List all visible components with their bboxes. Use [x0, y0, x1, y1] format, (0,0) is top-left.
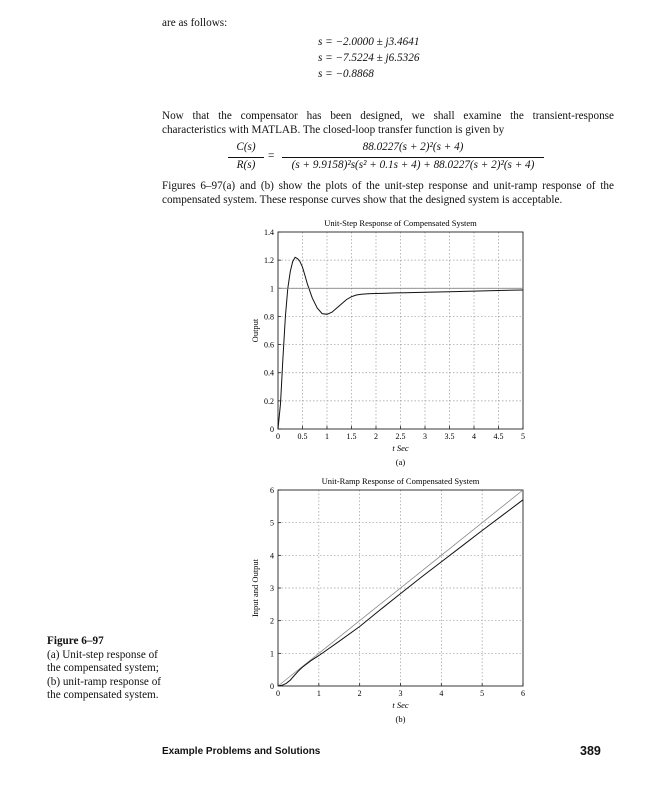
- tf-equals: =: [268, 150, 275, 162]
- series-line-step-response: [278, 257, 523, 429]
- intro-text: are as follows:: [162, 17, 228, 29]
- x-tick-label: 3.5: [444, 432, 455, 441]
- x-axis-label: t Sec: [392, 700, 409, 710]
- y-tick-label: 2: [270, 616, 274, 626]
- x-tick-label: 0.5: [297, 432, 308, 441]
- x-axis-label: t Sec: [392, 443, 409, 453]
- x-tick-label: 5: [521, 432, 525, 441]
- y-tick-label: 1.4: [264, 228, 274, 237]
- y-tick-label: 1: [270, 649, 274, 659]
- footer-title: Example Problems and Solutions: [162, 746, 321, 757]
- paragraph-figures: Figures 6–97(a) and (b) show the plots of the unit-step response and unit-ramp response of the compensated system. These response curves show that the designed system is acceptable.: [162, 180, 614, 206]
- x-tick-label: 4: [439, 689, 444, 698]
- y-tick-label: 1.2: [264, 256, 274, 266]
- pole-3: s = −0.8868: [318, 68, 374, 80]
- y-axis-label: Input and Output: [250, 558, 260, 618]
- figure-caption-text: (a) Unit-step response of the compensated system; (b) unit-ramp response of the compensated system.: [47, 648, 162, 701]
- x-tick-label: 2: [357, 689, 362, 698]
- panel-label: (b): [395, 714, 406, 724]
- tf-rhs-fraction-bar: [282, 157, 544, 158]
- page-number: 389: [580, 744, 601, 758]
- x-tick-label: 3: [423, 432, 427, 441]
- paragraph-transfer-function: Now that the compensator has been designed, we shall examine the transient-response characteristics with MATLAB. The closed-loop transfer function is given by: [162, 110, 614, 136]
- chart-title: Unit-Step Response of Compensated System: [324, 218, 477, 228]
- y-tick-label: 3: [270, 584, 274, 593]
- x-tick-label: 6: [521, 689, 525, 698]
- x-tick-label: 3: [398, 689, 403, 698]
- figure-label: Figure 6–97: [47, 635, 104, 647]
- y-tick-label: 5: [270, 518, 274, 528]
- tf-lhs-denominator: R(s): [236, 159, 256, 171]
- tf-rhs-denominator: (s + 9.9158)²s(s² + 0.1s + 4) + 88.0227(s + 2)²(s + 4): [291, 159, 535, 171]
- y-tick-label: 6: [270, 486, 274, 495]
- x-tick-label: 1: [316, 689, 321, 698]
- pole-2: s = −7.5224 ± j6.5326: [318, 52, 420, 64]
- chart-title: Unit-Ramp Response of Compensated System: [321, 476, 480, 486]
- x-tick-label: 4: [472, 432, 476, 441]
- y-tick-label: 0.2: [264, 396, 274, 406]
- y-tick-label: 0.6: [264, 340, 274, 350]
- y-tick-label: 4: [270, 551, 274, 561]
- panel-label: (a): [395, 457, 406, 467]
- x-tick-label: 5: [480, 689, 485, 698]
- figure-caption: [47, 635, 165, 703]
- y-tick-label: 0: [270, 682, 274, 691]
- y-tick-label: 0.4: [264, 368, 274, 378]
- y-tick-label: 1: [270, 284, 274, 294]
- unit-ramp-chart: [240, 474, 540, 726]
- x-tick-label: 1: [325, 432, 329, 441]
- y-axis-label: Output: [250, 318, 260, 343]
- tf-lhs-fraction-bar: [228, 157, 264, 158]
- x-tick-label: 0: [276, 432, 280, 441]
- unit-step-chart: [240, 210, 540, 472]
- y-tick-label: 0: [270, 425, 274, 434]
- x-tick-label: 0: [276, 689, 280, 698]
- tf-lhs-numerator: C(s): [236, 141, 256, 153]
- pole-1: s = −2.0000 ± j3.4641: [318, 36, 420, 48]
- x-tick-label: 2: [374, 432, 378, 441]
- x-tick-label: 1.5: [346, 432, 357, 441]
- y-tick-label: 0.8: [264, 312, 274, 322]
- x-tick-label: 4.5: [493, 432, 504, 441]
- x-tick-label: 2.5: [395, 432, 406, 441]
- tf-rhs-numerator: 88.0227(s + 2)²(s + 4): [362, 141, 464, 153]
